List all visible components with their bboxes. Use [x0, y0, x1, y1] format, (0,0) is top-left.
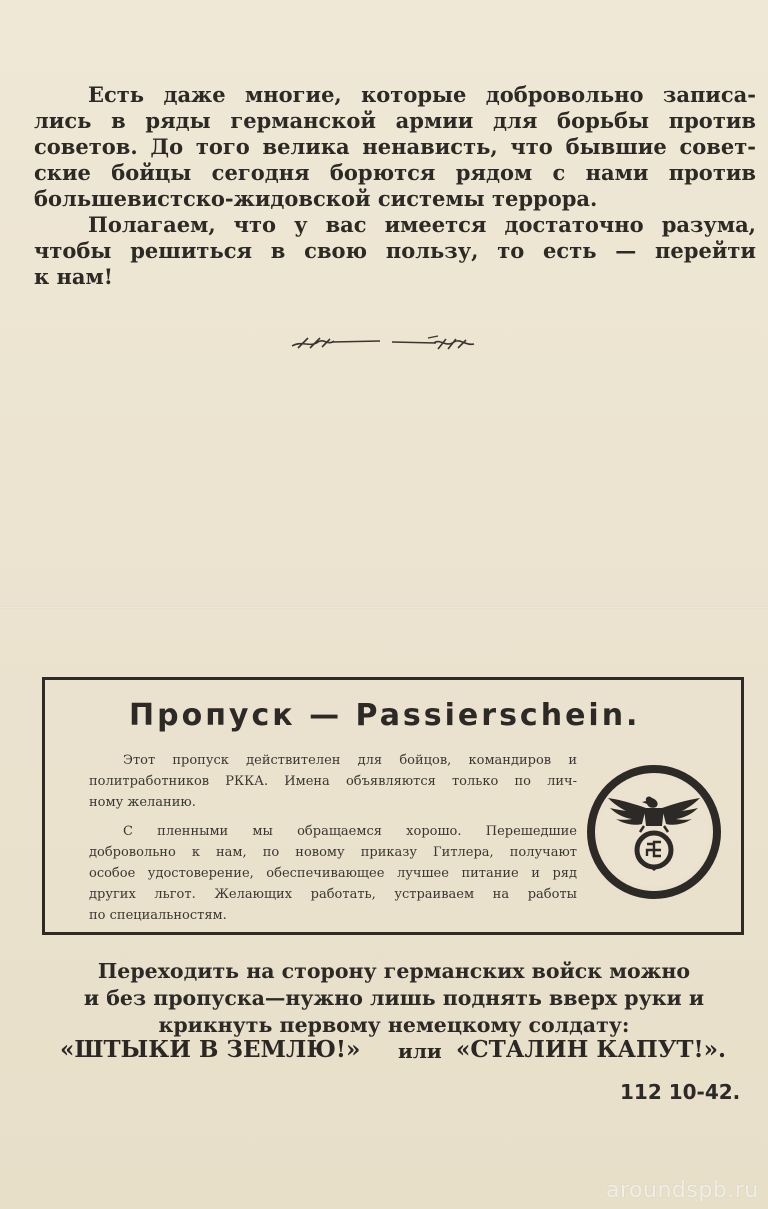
body-line: Полагаем, что у вас имеется достаточно разума, [88, 212, 756, 237]
ornament-divider-icon [288, 332, 478, 354]
eagle-seal-icon [586, 764, 722, 900]
paper-fold-line [0, 606, 768, 609]
pass-line: по специальностям. [89, 908, 227, 923]
pass-text [89, 750, 577, 926]
pass-title: Пропуск — Passierschein. [129, 698, 641, 733]
pass-line: других льгот. Желающих работать, устраиваем на работы [89, 887, 577, 902]
leaflet-body-text [34, 82, 756, 290]
pass-box [42, 677, 744, 935]
slogan-bayonets: «ШТЫКИ В ЗЕМЛЮ!» [60, 1036, 361, 1063]
pass-line: политработников РККА. Имена объявляются только по лич- [89, 774, 577, 789]
body-line: чтобы решиться в свою пользу, то есть — перейти [34, 238, 756, 263]
pass-line: С пленными мы обращаемся хорошо. Перешедшие [123, 824, 577, 839]
leaflet-code: 112 10-42. [620, 1080, 741, 1104]
paragraph-volunteers [34, 82, 756, 212]
body-line: советов. До того велика ненависть, что бывшие совет- [34, 134, 756, 159]
body-line: ские бойцы сегодня борются рядом с нами против [34, 160, 756, 185]
pass-line: ному желанию. [89, 795, 196, 810]
body-line: лись в ряды германской армии для борьбы против [34, 108, 756, 133]
pass-line: добровольно к нам, по новому приказу Гитлера, получают [89, 845, 577, 860]
pass-line: Этот пропуск действителен для бойцов, командиров и [123, 753, 577, 768]
footer-line: крикнуть первому немецкому солдату: [158, 1013, 630, 1037]
body-line: Есть даже многие, которые добровольно записа- [88, 82, 756, 107]
pass-line: особое удостоверение, обеспечивающее лучшее питание и ряд [89, 866, 577, 881]
footer-line: Переходить на сторону германских войск можно [97, 959, 691, 983]
body-line: к нам! [34, 264, 113, 289]
paragraph-appeal [34, 212, 756, 290]
slogan-stalin: «СТАЛИН КАПУТ!». [456, 1036, 726, 1063]
body-line: большевистско-жидовской системы террора. [34, 186, 598, 211]
watermark: aroundspb.ru [606, 1178, 759, 1203]
slogan-or: или [398, 1039, 442, 1063]
footer-text [44, 958, 744, 1039]
footer-line: и без пропуска—нужно лишь поднять вверх руки и [83, 986, 705, 1010]
